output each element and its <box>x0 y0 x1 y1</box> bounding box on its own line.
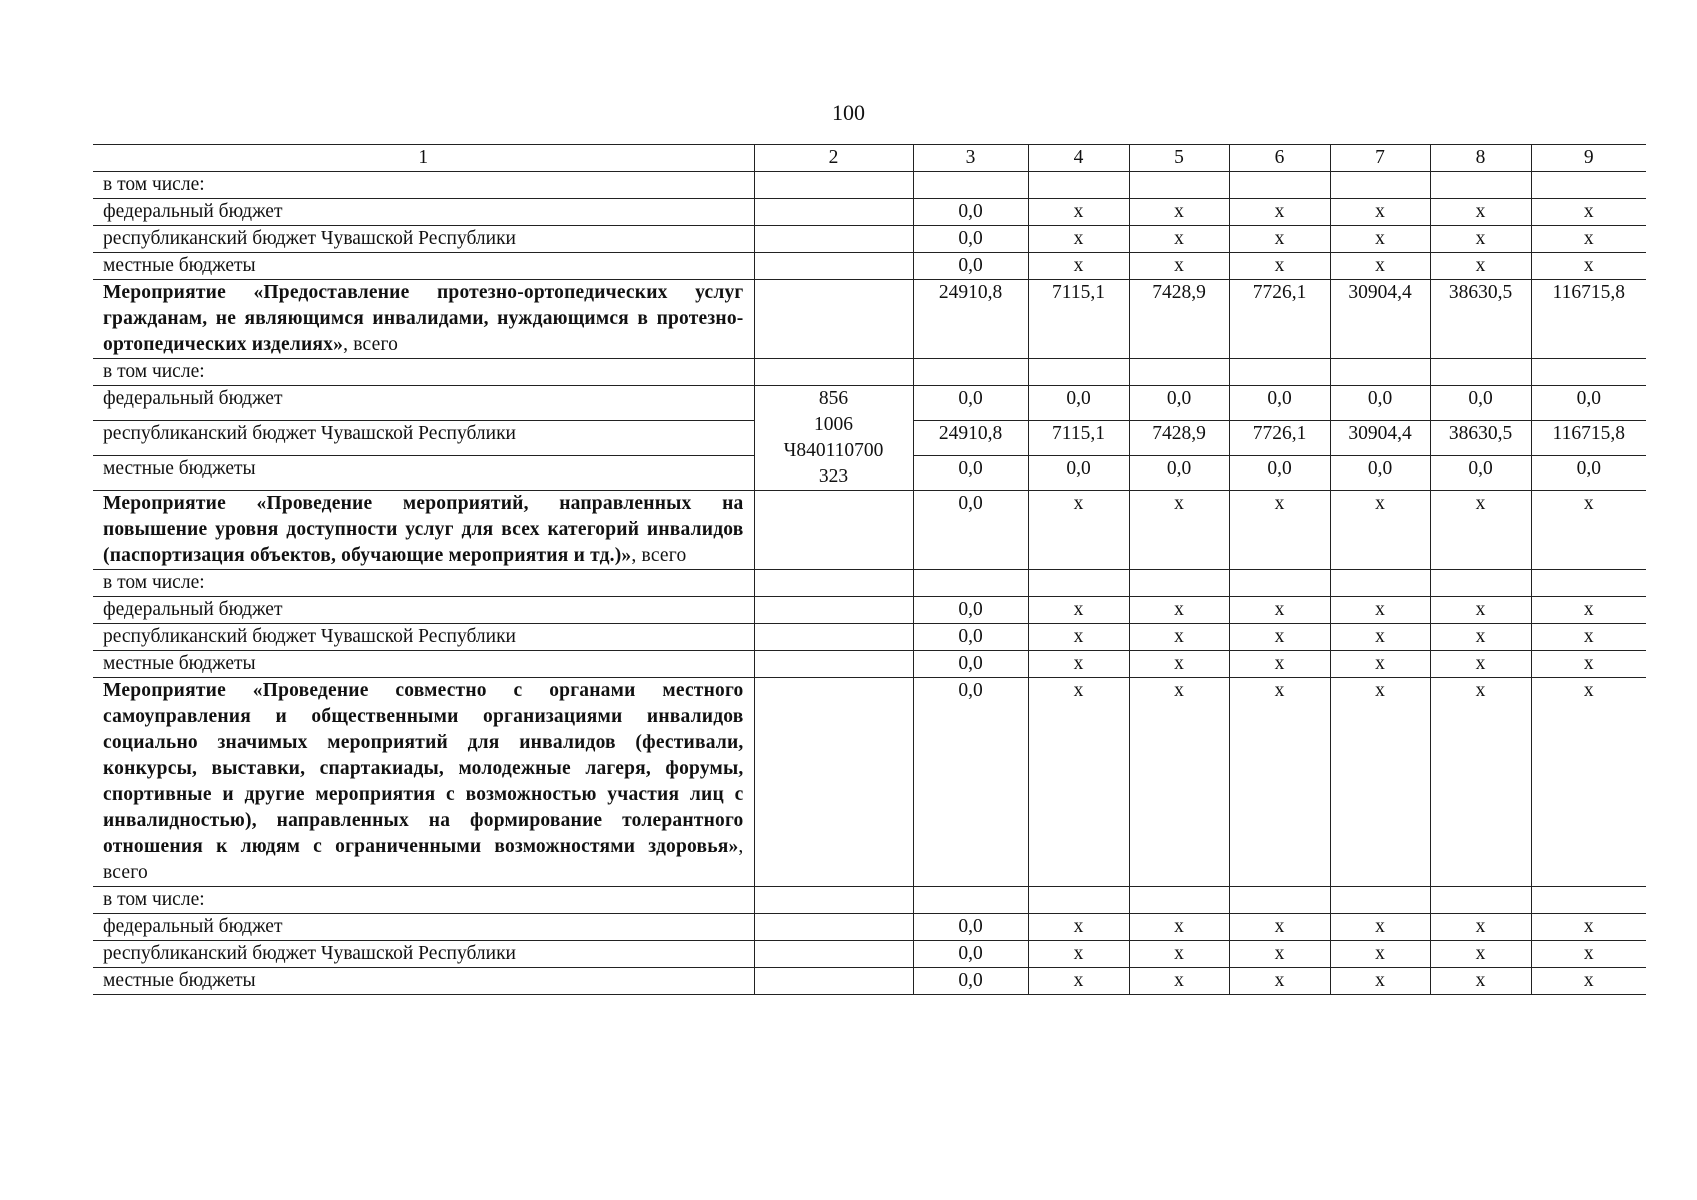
row-label: федеральный бюджет <box>93 386 754 421</box>
row-label: местные бюджеты <box>93 456 754 491</box>
value-cell: 0,0 <box>1430 386 1531 421</box>
value-cell: 0,0 <box>1531 386 1646 421</box>
value-cell: 7726,1 <box>1229 421 1330 456</box>
value-cell: 0,0 <box>1129 456 1229 491</box>
value-cell: x <box>1531 914 1646 941</box>
including-row <box>93 172 1646 199</box>
code-cell <box>754 491 913 570</box>
value-cell: x <box>1531 199 1646 226</box>
value-cell: 0,0 <box>913 253 1028 280</box>
code-cell <box>754 172 913 199</box>
value-cell: 7115,1 <box>1028 421 1129 456</box>
value-cell: x <box>1229 968 1330 995</box>
value-cell: 7428,9 <box>1129 421 1229 456</box>
row-label: республиканский бюджет Чувашской Республики <box>93 421 754 456</box>
value-cell: x <box>1028 914 1129 941</box>
federal-budget-row <box>93 386 1646 421</box>
value-cell: x <box>1229 253 1330 280</box>
row-label: местные бюджеты <box>93 968 754 995</box>
value-cell <box>1330 172 1430 199</box>
value-cell: x <box>1430 624 1531 651</box>
column-header: 9 <box>1531 145 1646 172</box>
value-cell <box>1129 570 1229 597</box>
value-cell <box>913 570 1028 597</box>
value-cell <box>1330 359 1430 386</box>
value-cell: 0,0 <box>913 491 1028 570</box>
code-cell <box>754 570 913 597</box>
row-label: федеральный бюджет <box>93 199 754 226</box>
total-suffix: , всего <box>103 836 744 883</box>
value-cell: x <box>1129 968 1229 995</box>
value-cell <box>1330 887 1430 914</box>
value-cell: x <box>1028 491 1129 570</box>
value-cell: x <box>1129 597 1229 624</box>
value-cell: 0,0 <box>1229 386 1330 421</box>
row-label: местные бюджеты <box>93 651 754 678</box>
value-cell: x <box>1430 597 1531 624</box>
value-cell <box>1430 359 1531 386</box>
value-cell <box>1028 887 1129 914</box>
code-cell <box>754 226 913 253</box>
value-cell <box>1129 172 1229 199</box>
budget-classification-code <box>754 386 913 491</box>
value-cell: x <box>1531 253 1646 280</box>
value-cell: x <box>1028 624 1129 651</box>
code-cell <box>754 359 913 386</box>
value-cell <box>1028 172 1129 199</box>
column-header: 1 <box>93 145 754 172</box>
republican-budget-row <box>93 624 1646 651</box>
value-cell <box>1028 570 1129 597</box>
measure-row <box>93 491 1646 570</box>
value-cell: x <box>1430 914 1531 941</box>
column-header: 7 <box>1330 145 1430 172</box>
row-label: в том числе: <box>93 172 754 199</box>
value-cell <box>1430 570 1531 597</box>
value-cell: x <box>1430 941 1531 968</box>
federal-budget-row <box>93 199 1646 226</box>
value-cell: x <box>1330 968 1430 995</box>
value-cell: x <box>1430 199 1531 226</box>
value-cell: x <box>1028 968 1129 995</box>
value-cell: 0,0 <box>1531 456 1646 491</box>
code-cell <box>754 199 913 226</box>
value-cell: x <box>1330 914 1430 941</box>
value-cell <box>913 172 1028 199</box>
value-cell: x <box>1330 941 1430 968</box>
value-cell: 30904,4 <box>1330 280 1430 359</box>
code-cell <box>754 597 913 624</box>
value-cell: x <box>1330 597 1430 624</box>
value-cell: 0,0 <box>913 678 1028 887</box>
row-label: республиканский бюджет Чувашской Республики <box>93 226 754 253</box>
value-cell: x <box>1430 491 1531 570</box>
code-cell <box>754 941 913 968</box>
value-cell: x <box>1129 491 1229 570</box>
including-row <box>93 359 1646 386</box>
value-cell: 24910,8 <box>913 421 1028 456</box>
value-cell: 116715,8 <box>1531 280 1646 359</box>
value-cell: x <box>1129 914 1229 941</box>
value-cell: 0,0 <box>913 456 1028 491</box>
local-budget-row <box>93 253 1646 280</box>
value-cell: x <box>1330 199 1430 226</box>
value-cell <box>913 359 1028 386</box>
value-cell: 0,0 <box>913 199 1028 226</box>
value-cell: x <box>1129 624 1229 651</box>
value-cell: x <box>1330 651 1430 678</box>
code-cell <box>754 651 913 678</box>
code-cell <box>754 914 913 941</box>
value-cell: x <box>1229 678 1330 887</box>
value-cell: x <box>1129 941 1229 968</box>
value-cell: 7726,1 <box>1229 280 1330 359</box>
value-cell <box>1531 570 1646 597</box>
total-suffix: , всего <box>343 334 399 355</box>
value-cell: x <box>1330 253 1430 280</box>
value-cell: 38630,5 <box>1430 421 1531 456</box>
measure-title <box>93 491 754 570</box>
value-cell: 0,0 <box>1430 456 1531 491</box>
value-cell: x <box>1330 226 1430 253</box>
code-line: Ч840110700 <box>783 440 884 461</box>
code-cell <box>754 253 913 280</box>
row-label: федеральный бюджет <box>93 914 754 941</box>
measure-title-text <box>103 678 744 886</box>
value-cell <box>1229 887 1330 914</box>
value-cell: x <box>1028 253 1129 280</box>
measure-name: Мероприятие «Проведение совместно с органами местного самоуправления и общественными организациями инвалидов социально значимых мероприятий для инвалидов (фестивали, конкурсы, выставки, спартакиады, молодежные лагеря, форумы, спортивные и другие мероприятия с возможностью участия лиц с инвалидностью), направленных на формирование толерантного отношения к людям с ограниченными возможностями здоровья» <box>103 680 744 857</box>
measure-name: Мероприятие «Предоставление протезно-ортопедических услуг гражданам, не являющимся инвалидами, нуждающимся в протезно-ортопедических изделиях» <box>103 282 744 355</box>
measure-title-text <box>103 280 744 358</box>
measure-title <box>93 280 754 359</box>
value-cell: x <box>1129 253 1229 280</box>
value-cell: x <box>1430 968 1531 995</box>
code-cell <box>754 678 913 887</box>
value-cell: 116715,8 <box>1531 421 1646 456</box>
code-line: 1006 <box>814 414 853 435</box>
value-cell: 0,0 <box>913 226 1028 253</box>
value-cell: 0,0 <box>1330 386 1430 421</box>
value-cell: 0,0 <box>913 968 1028 995</box>
value-cell: x <box>1129 199 1229 226</box>
value-cell: 0,0 <box>1330 456 1430 491</box>
column-header: 2 <box>754 145 913 172</box>
value-cell: 0,0 <box>913 914 1028 941</box>
column-header: 8 <box>1430 145 1531 172</box>
value-cell: x <box>1430 678 1531 887</box>
value-cell: 30904,4 <box>1330 421 1430 456</box>
page-number: 100 <box>832 100 865 125</box>
value-cell: x <box>1229 226 1330 253</box>
column-header: 3 <box>913 145 1028 172</box>
value-cell: x <box>1430 226 1531 253</box>
value-cell: 7115,1 <box>1028 280 1129 359</box>
value-cell <box>1531 887 1646 914</box>
value-cell: x <box>1028 941 1129 968</box>
value-cell <box>1229 359 1330 386</box>
value-cell: x <box>1229 597 1330 624</box>
measure-title-text <box>103 491 744 569</box>
value-cell: 24910,8 <box>913 280 1028 359</box>
value-cell <box>1129 359 1229 386</box>
row-label: местные бюджеты <box>93 253 754 280</box>
code-cell <box>754 624 913 651</box>
value-cell: 38630,5 <box>1430 280 1531 359</box>
value-cell: 0,0 <box>913 386 1028 421</box>
value-cell: x <box>1229 491 1330 570</box>
row-label: федеральный бюджет <box>93 597 754 624</box>
value-cell: x <box>1229 199 1330 226</box>
value-cell: x <box>1028 597 1129 624</box>
value-cell: x <box>1330 678 1430 887</box>
value-cell: 7428,9 <box>1129 280 1229 359</box>
budget-table-body <box>93 145 1646 995</box>
value-cell: x <box>1229 651 1330 678</box>
measure-row <box>93 678 1646 887</box>
value-cell <box>1229 172 1330 199</box>
value-cell <box>1531 359 1646 386</box>
value-cell: x <box>1330 624 1430 651</box>
code-cell <box>754 968 913 995</box>
value-cell <box>1028 359 1129 386</box>
value-cell: x <box>1531 226 1646 253</box>
value-cell: x <box>1531 941 1646 968</box>
value-cell <box>1129 887 1229 914</box>
value-cell: x <box>1028 678 1129 887</box>
value-cell: x <box>1330 491 1430 570</box>
value-cell: 0,0 <box>913 597 1028 624</box>
value-cell: x <box>1531 491 1646 570</box>
value-cell: 0,0 <box>1028 456 1129 491</box>
value-cell <box>1430 887 1531 914</box>
value-cell: x <box>1531 678 1646 887</box>
column-header: 5 <box>1129 145 1229 172</box>
code-cell <box>754 280 913 359</box>
value-cell: x <box>1028 199 1129 226</box>
including-row <box>93 570 1646 597</box>
value-cell <box>1430 172 1531 199</box>
local-budget-row <box>93 968 1646 995</box>
value-cell: 0,0 <box>1129 386 1229 421</box>
budget-table <box>93 144 1646 995</box>
value-cell: x <box>1531 651 1646 678</box>
value-cell: x <box>1129 678 1229 887</box>
value-cell <box>913 887 1028 914</box>
code-cell <box>754 887 913 914</box>
value-cell <box>1229 570 1330 597</box>
federal-budget-row <box>93 914 1646 941</box>
value-cell: x <box>1229 624 1330 651</box>
value-cell: x <box>1129 651 1229 678</box>
value-cell: 0,0 <box>913 941 1028 968</box>
value-cell: x <box>1531 624 1646 651</box>
value-cell: x <box>1430 651 1531 678</box>
value-cell: x <box>1531 968 1646 995</box>
value-cell: x <box>1430 253 1531 280</box>
republican-budget-row <box>93 941 1646 968</box>
row-label: в том числе: <box>93 887 754 914</box>
value-cell: 0,0 <box>913 651 1028 678</box>
row-label: республиканский бюджет Чувашской Республики <box>93 624 754 651</box>
value-cell: x <box>1531 597 1646 624</box>
row-label: республиканский бюджет Чувашской Республики <box>93 941 754 968</box>
measure-name: Мероприятие «Проведение мероприятий, направленных на повышение уровня доступности услуг для всех категорий инвалидов (паспортизация объектов, обучающие мероприятия и тд.)» <box>103 493 744 566</box>
value-cell <box>1531 172 1646 199</box>
value-cell: 0,0 <box>1229 456 1330 491</box>
code-line: 856 <box>818 388 849 409</box>
row-label: в том числе: <box>93 359 754 386</box>
value-cell: x <box>1028 651 1129 678</box>
row-label: в том числе: <box>93 570 754 597</box>
measure-title <box>93 678 754 887</box>
column-header: 4 <box>1028 145 1129 172</box>
value-cell: 0,0 <box>913 624 1028 651</box>
value-cell: x <box>1129 226 1229 253</box>
value-cell: x <box>1229 941 1330 968</box>
value-cell: x <box>1229 914 1330 941</box>
value-cell <box>1330 570 1430 597</box>
republican-budget-row <box>93 226 1646 253</box>
column-header-row <box>93 145 1646 172</box>
federal-budget-row <box>93 597 1646 624</box>
code-line: 323 <box>818 466 849 487</box>
total-suffix: , всего <box>631 545 687 566</box>
local-budget-row <box>93 651 1646 678</box>
value-cell: x <box>1028 226 1129 253</box>
measure-row <box>93 280 1646 359</box>
column-header: 6 <box>1229 145 1330 172</box>
value-cell: 0,0 <box>1028 386 1129 421</box>
including-row <box>93 887 1646 914</box>
